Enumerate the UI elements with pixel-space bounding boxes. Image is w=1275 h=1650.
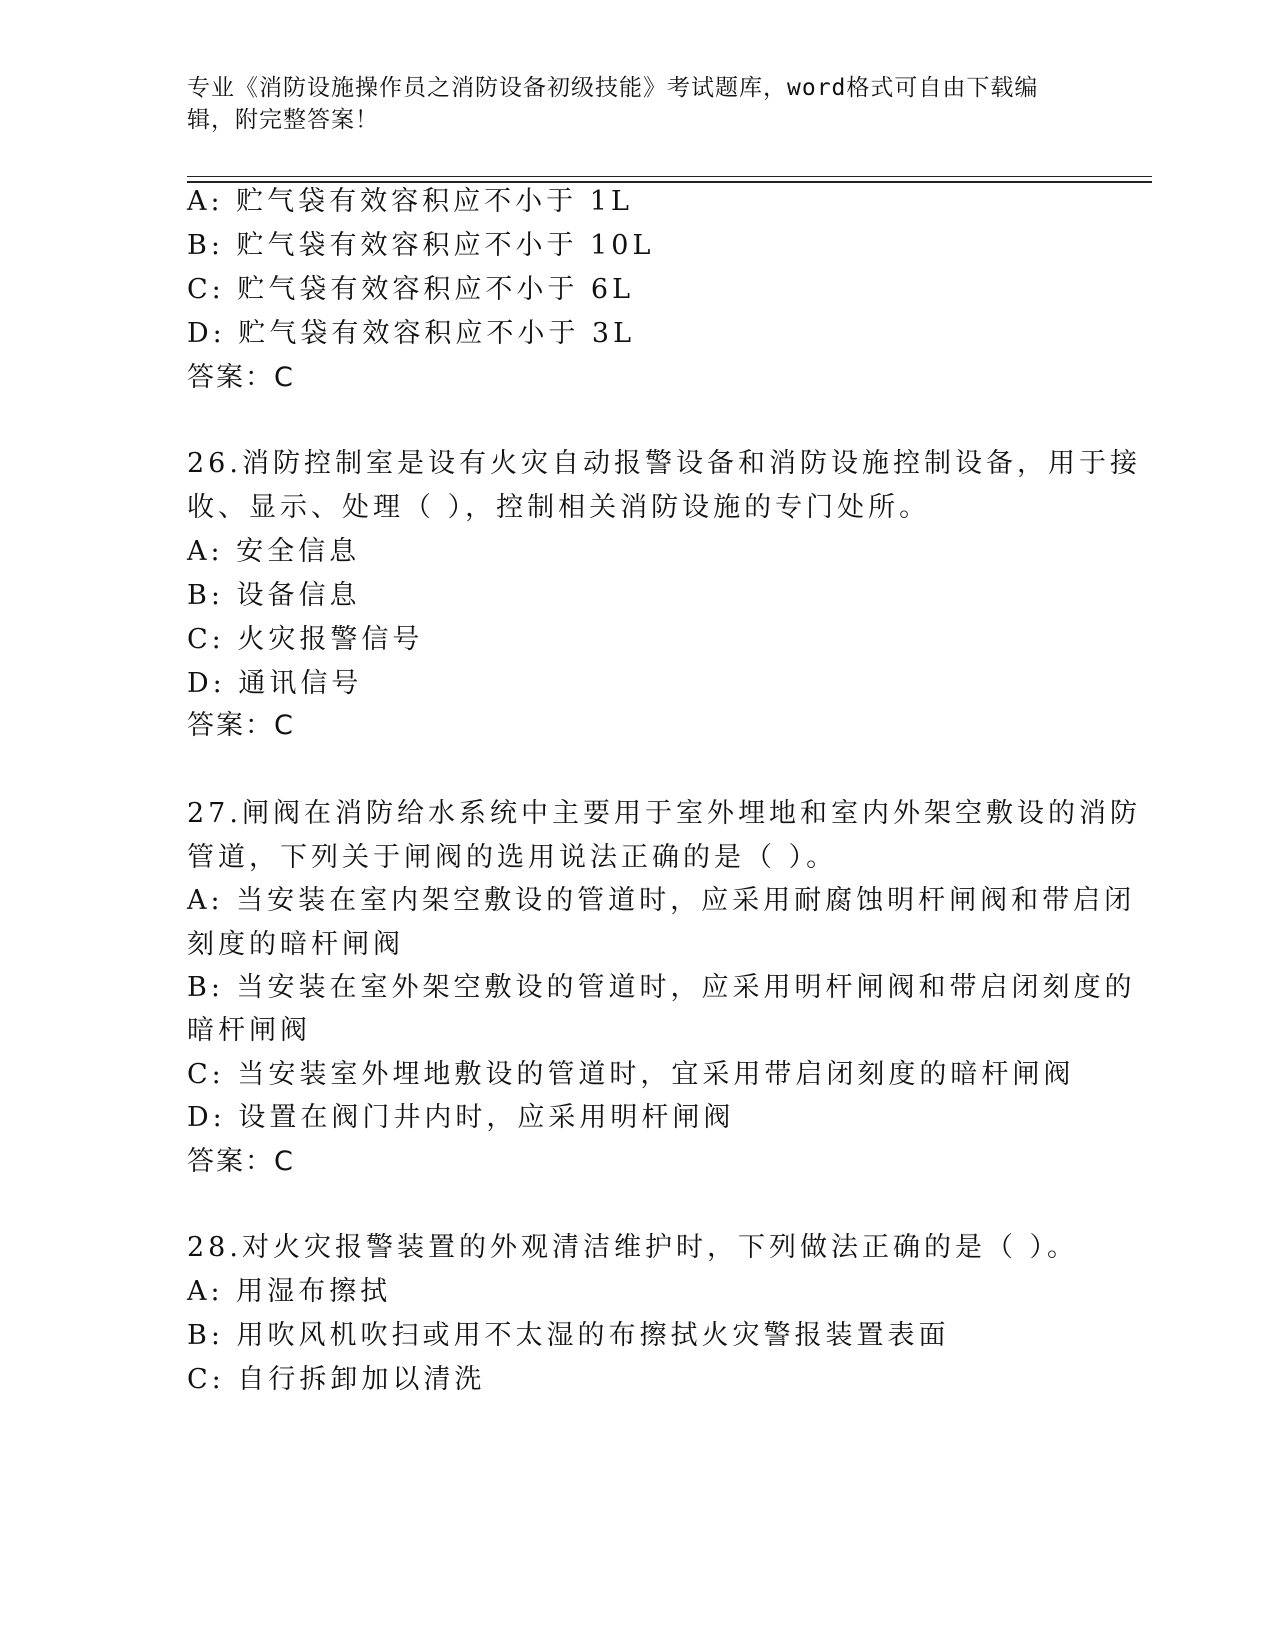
header-divider-thin xyxy=(187,176,1152,177)
q26-option-b: B: 设备信息 xyxy=(187,580,361,611)
q27-answer: 答案：C xyxy=(187,1146,295,1177)
q28-option-b: B: 用吹风机吹扫或用不太湿的布擦拭火灾警报装置表面 xyxy=(187,1320,950,1351)
q27-option-b-line-2: 暗杆闸阀 xyxy=(187,1015,311,1046)
q26-answer: 答案：C xyxy=(187,710,295,741)
q25-option-c: C: 贮气袋有效容积应不小于 6L xyxy=(187,274,635,305)
q27-option-c: C: 当安装室外埋地敷设的管道时，宜采用带启闭刻度的暗杆闸阀 xyxy=(187,1059,1075,1090)
q27-option-d: D: 设置在阀门井内时，应采用明杆闸阀 xyxy=(187,1102,735,1133)
q28-option-a: A: 用湿布擦拭 xyxy=(187,1276,392,1307)
q25-option-a: A: 贮气袋有效容积应不小于 1L xyxy=(187,186,633,217)
q26-option-c: C: 火灾报警信号 xyxy=(187,624,424,655)
q27-option-b-line-1: B: 当安装在室外架空敷设的管道时，应采用明杆闸阀和带启闭刻度的 xyxy=(187,972,1136,1003)
q27-stem-line-1: 27.闸阀在消防给水系统中主要用于室外埋地和室内外架空敷设的消防 xyxy=(187,798,1141,829)
header-line-2: 辑，附完整答案！ xyxy=(187,107,379,133)
q28-stem-line-1: 28.对火灾报警装置的外观清洁维护时，下列做法正确的是（ ）。 xyxy=(187,1232,1079,1263)
document-header xyxy=(187,72,1067,136)
q25-option-b: B: 贮气袋有效容积应不小于 10L xyxy=(187,230,655,261)
q26-stem-line-1: 26.消防控制室是设有火灾自动报警设备和消防设施控制设备，用于接 xyxy=(187,448,1141,479)
q27-option-a-line-2: 刻度的暗杆闸阀 xyxy=(187,929,404,960)
q25-answer: 答案：C xyxy=(187,362,295,393)
q26-option-a: A: 安全信息 xyxy=(187,536,361,567)
q27-stem-line-2: 管道，下列关于闸阀的选用说法正确的是（ ）。 xyxy=(187,842,838,873)
header-line-1: 专业《消防设施操作员之消防设备初级技能》考试题库，word格式可自由下载编 xyxy=(187,75,1039,101)
q26-option-d: D: 通讯信号 xyxy=(187,668,363,699)
q26-stem-line-2: 收、显示、处理（ ），控制相关消防设施的专门处所。 xyxy=(187,492,931,523)
q27-option-a-line-1: A: 当安装在室内架空敷设的管道时，应采用耐腐蚀明杆闸阀和带启闭 xyxy=(187,885,1136,916)
header-divider-thick xyxy=(187,181,1152,183)
q28-option-c: C: 自行拆卸加以清洗 xyxy=(187,1364,486,1395)
q25-option-d: D: 贮气袋有效容积应不小于 3L xyxy=(187,318,636,349)
